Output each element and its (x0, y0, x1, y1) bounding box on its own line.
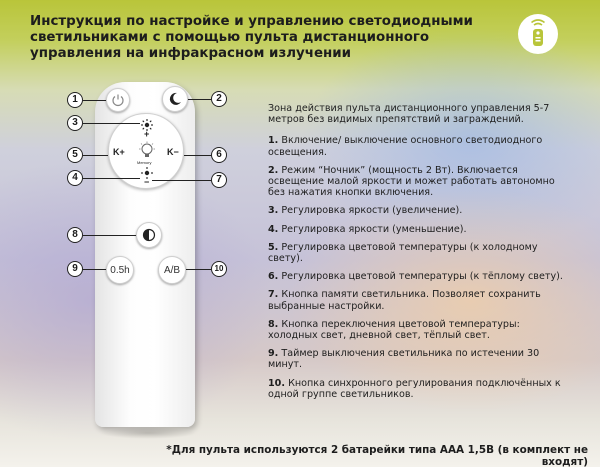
power-button[interactable] (106, 88, 130, 112)
battery-footnote: *Для пульта используются 2 батарейки типа ААА 1,5В (в комплект не входят) (166, 444, 588, 467)
list-item: 9. Таймер выключения светильника по истечении 30 минут. (268, 348, 540, 371)
marker-5: 5 (67, 147, 83, 163)
memory-label: Memory (137, 160, 152, 165)
leader-8 (83, 235, 136, 236)
light-bulb-icon[interactable] (137, 141, 157, 161)
list-item: 5. Регулировка цветовой температуры (к холодному свету). (268, 241, 538, 265)
list-item: 2. Режим “Ночник” (мощность 2 Вт). Включается освещение малой яркости и может работать автономно без нажатия кнопки включения. (268, 164, 555, 199)
marker-7: 7 (211, 172, 227, 188)
list-item: 8. Кнопка переключения цветовой температуры: холодных свет, дневной свет, тёплый свет. (268, 318, 520, 342)
color-temp-warm-label[interactable]: K− (167, 147, 179, 157)
remote-control-icon (518, 14, 558, 54)
timer-label: 0.5h (110, 264, 130, 276)
leader-3 (83, 123, 140, 124)
brightness-minus-label: − (144, 177, 150, 187)
marker-6: 6 (211, 147, 227, 163)
range-note: Зона действия пульта дистанционного управления 5-7 метров без видимых препятствий и заграждений. (268, 103, 550, 126)
list-item: 7. Кнопка памяти светильника. Позволяет сохранить выбранные настройки. (268, 289, 541, 312)
list-item: 3. Регулировка яркости (увеличение). (268, 205, 463, 217)
brightness-plus-label: + (144, 129, 150, 139)
list-item: 4. Регулировка яркости (уменьшение). (268, 223, 467, 235)
leader-6 (184, 155, 211, 156)
marker-9: 9 (67, 261, 83, 277)
moon-icon (167, 91, 183, 107)
color-switch-button[interactable] (136, 222, 162, 248)
marker-4: 4 (67, 170, 83, 186)
list-item: 6. Регулировка цветовой температуры (к тёплому свету). (268, 271, 563, 283)
half-circle-icon (142, 228, 156, 242)
leader-1 (83, 100, 106, 101)
leader-4 (83, 178, 140, 179)
page-title: Инструкция по настройке и управлению светодиодными светильниками с помощью пульта дистанционного управления на инфракрасном излучении (30, 14, 473, 61)
list-item: 10. Кнопка синхронного регулирования подключённых к одной группе светильников. (268, 377, 561, 400)
leader-10 (186, 269, 211, 270)
marker-1: 1 (67, 92, 83, 108)
marker-10: 10 (211, 261, 227, 277)
list-item: 1. Включение/ выключение основного светодиодного освещения. (268, 135, 543, 158)
marker-2: 2 (211, 91, 227, 107)
leader-5 (83, 155, 108, 156)
marker-8: 8 (67, 227, 83, 243)
sync-button[interactable] (158, 256, 186, 284)
instructions-list (268, 103, 568, 407)
power-icon (111, 93, 125, 107)
leader-9 (83, 269, 106, 270)
sync-label: A/B (163, 264, 181, 276)
marker-3: 3 (67, 115, 83, 131)
leader-7 (152, 180, 211, 181)
night-mode-button[interactable] (162, 86, 188, 112)
remote-shadow (100, 427, 196, 439)
timer-button[interactable] (106, 256, 134, 284)
color-temp-cold-label[interactable]: K+ (113, 147, 125, 157)
leader-2 (188, 99, 211, 100)
